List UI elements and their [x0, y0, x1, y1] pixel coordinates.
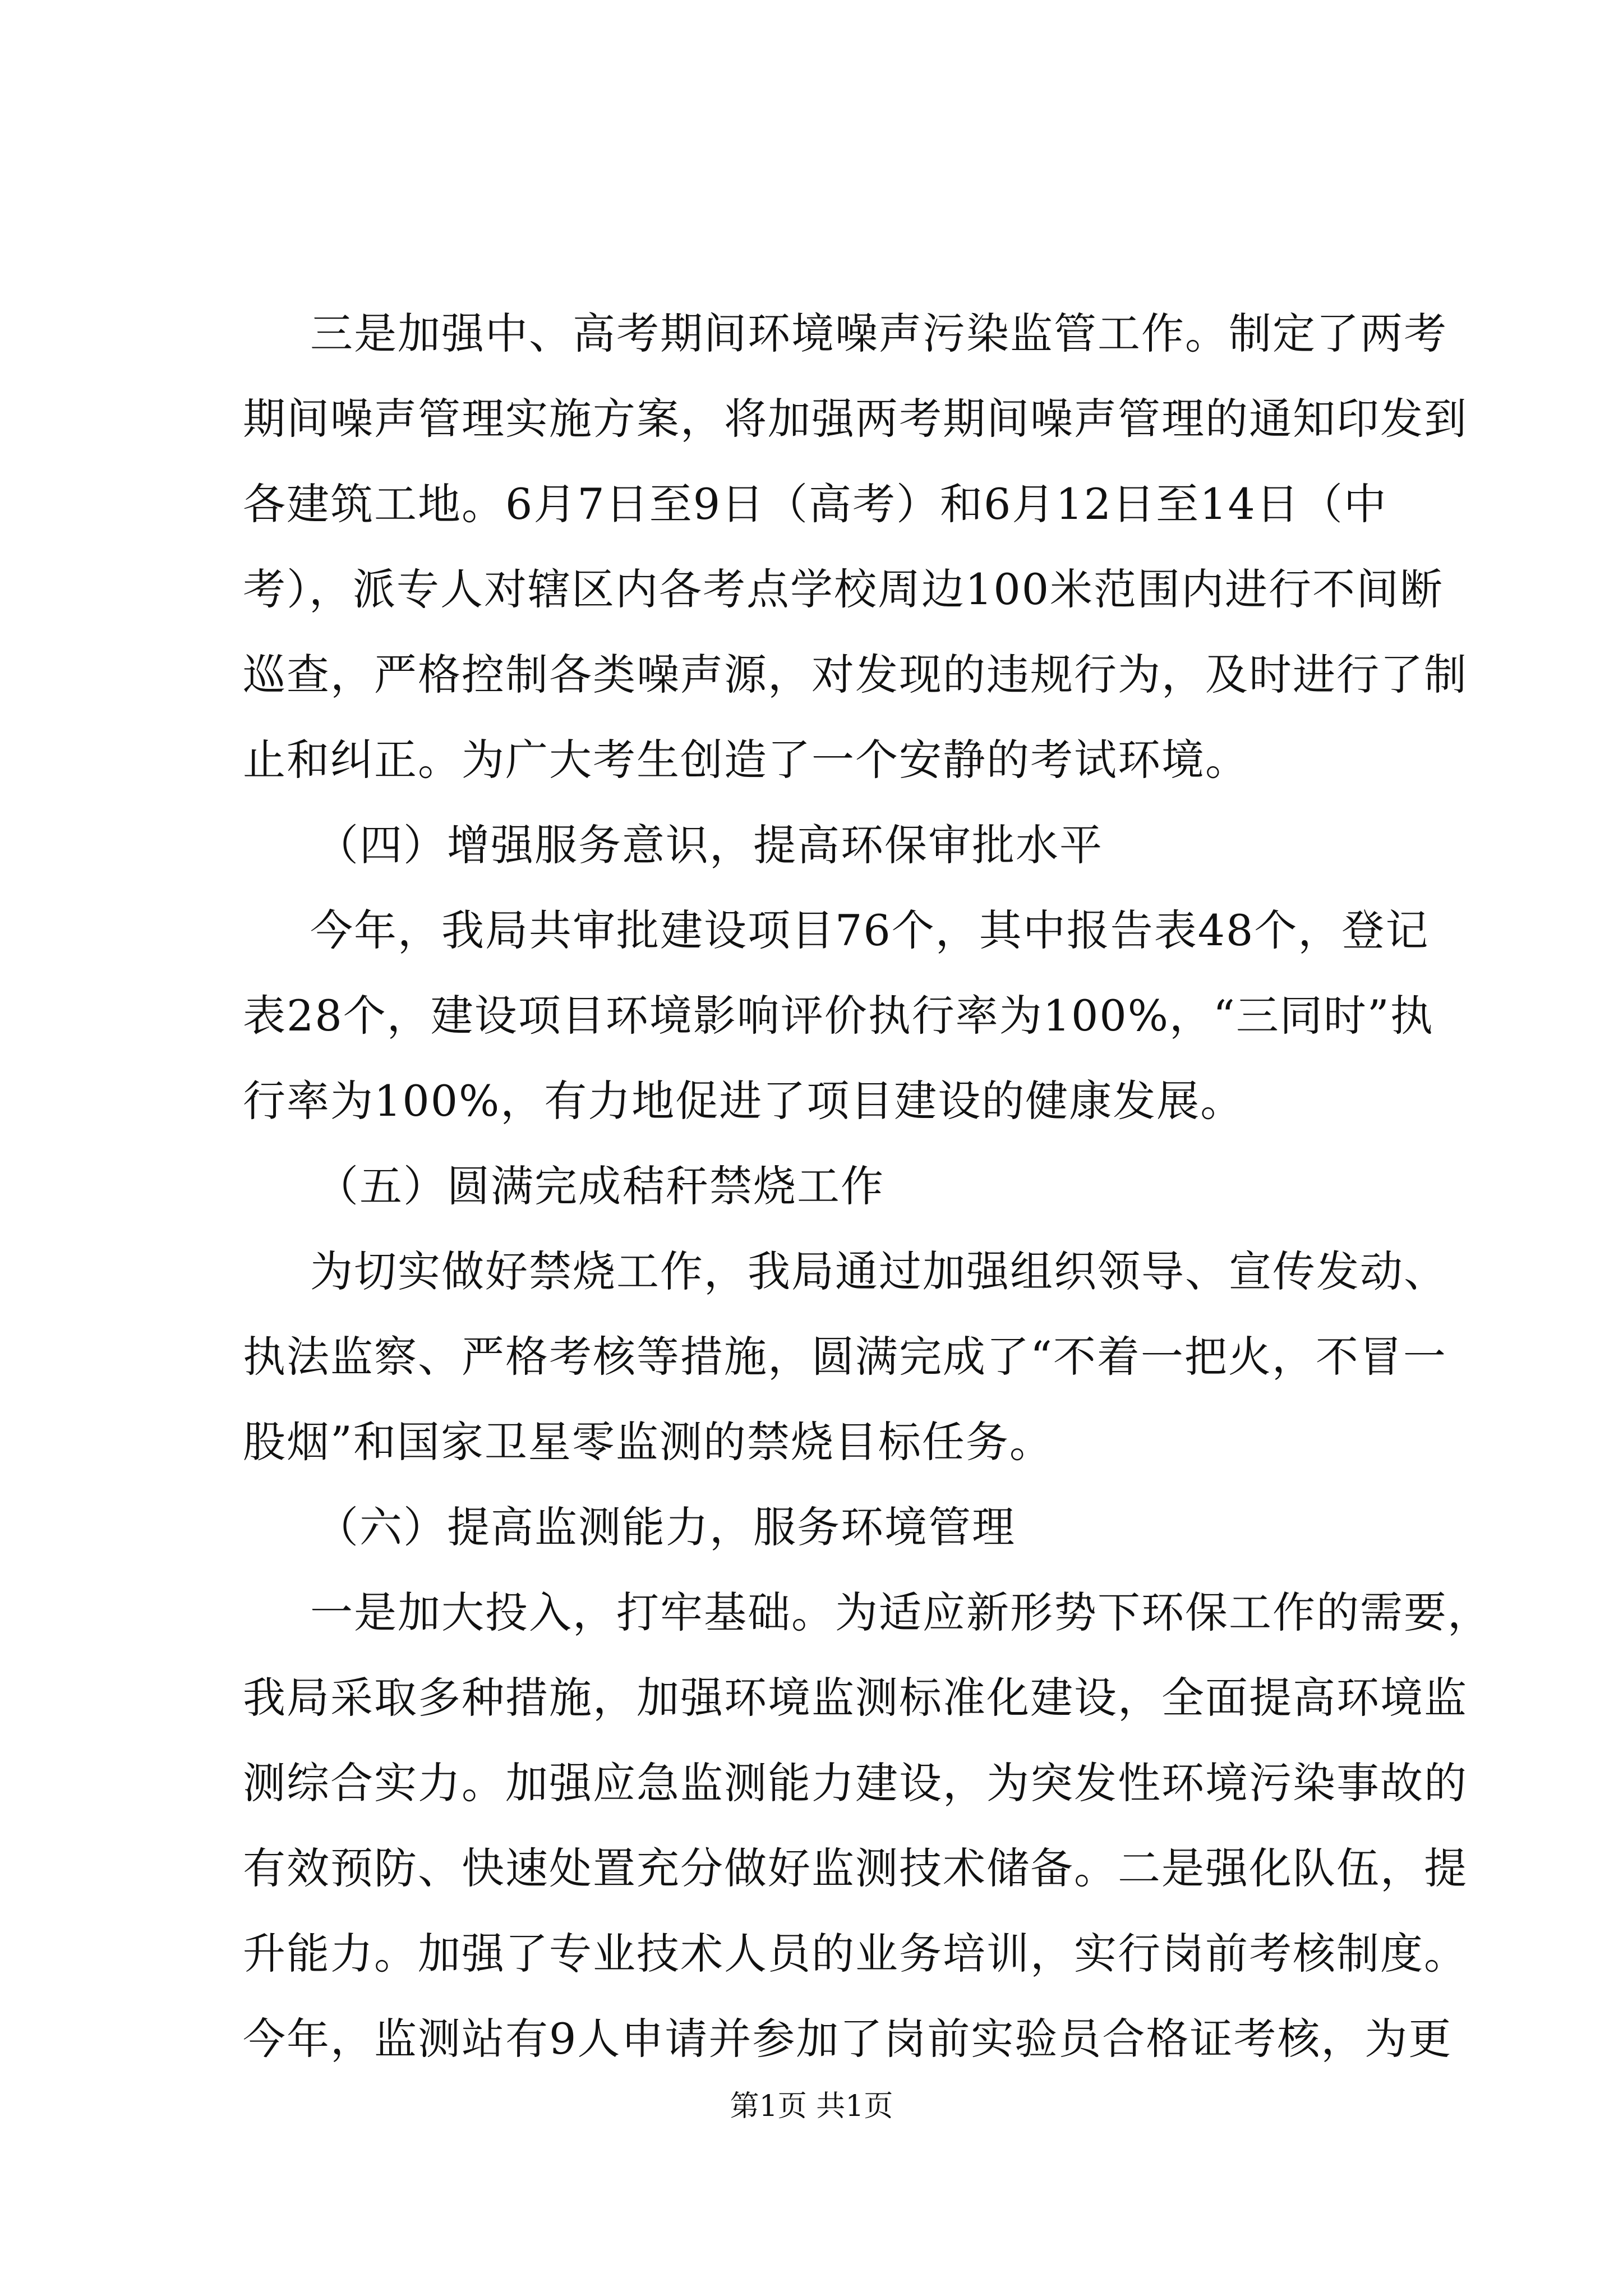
text-line: 有效预防、快速处置充分做好监测技术储备。二是强化队伍，提 — [243, 1843, 1468, 1893]
text-line: 表28个，建设项目环境影响评价执行率为100%，“三同时”执 — [243, 991, 1434, 1041]
text-line: 一是加大投入，打牢基础。为适应新形势下环保工作的需要， — [310, 1588, 1491, 1637]
text-line: 执法监察、严格考核等措施，圆满完成了“不着一把火，不冒一 — [243, 1332, 1447, 1382]
text-line: 巡查，严格控制各类噪声源，对发现的违规行为，及时进行了制 — [243, 650, 1468, 700]
text-line: 测综合实力。加强应急监测能力建设，为突发性环境污染事故的 — [243, 1758, 1468, 1808]
text-line: 升能力。加强了专业技术人员的业务培训，实行岗前考核制度。 — [243, 1929, 1468, 1978]
text-line: 股烟”和国家卫星零监测的禁烧目标任务。 — [243, 1417, 1053, 1467]
text-line: 今年，我局共审批建设项目76个，其中报告表48个，登记 — [310, 905, 1430, 955]
text-line: 为切实做好禁烧工作，我局通过加强组织领导、宣传发动、 — [310, 1246, 1447, 1296]
text-line: 今年，监测站有9人申请并参加了岗前实验员合格证考核，为更 — [243, 2014, 1453, 2064]
text-line: 止和纠正。为广大考生创造了一个安静的考试环境。 — [243, 735, 1249, 785]
text-line: 我局采取多种措施，加强环境监测标准化建设，全面提高环境监 — [243, 1673, 1468, 1723]
page-footer: 第1页 共1页 — [730, 2090, 893, 2123]
section-heading: （五）圆满完成秸秆禁烧工作 — [316, 1161, 884, 1211]
text-line: 期间噪声管理实施方案，将加强两考期间噪声管理的通知印发到 — [243, 394, 1468, 444]
section-heading: （六）提高监测能力，服务环境管理 — [316, 1502, 1016, 1552]
section-heading: （四）增强服务意识，提高环保审批水平 — [316, 820, 1103, 870]
text-line: 行率为100%，有力地促进了项目建设的健康发展。 — [243, 1076, 1244, 1126]
text-line: 各建筑工地。6月7日至9日（高考）和6月12日至14日（中 — [243, 479, 1387, 529]
document-body — [243, 291, 1491, 2082]
text-line: 三是加强中、高考期间环境噪声污染监管工作。制定了两考 — [310, 309, 1447, 358]
text-line: 考），派专人对辖区内各考点学校周边100米范围内进行不间断 — [243, 564, 1444, 614]
